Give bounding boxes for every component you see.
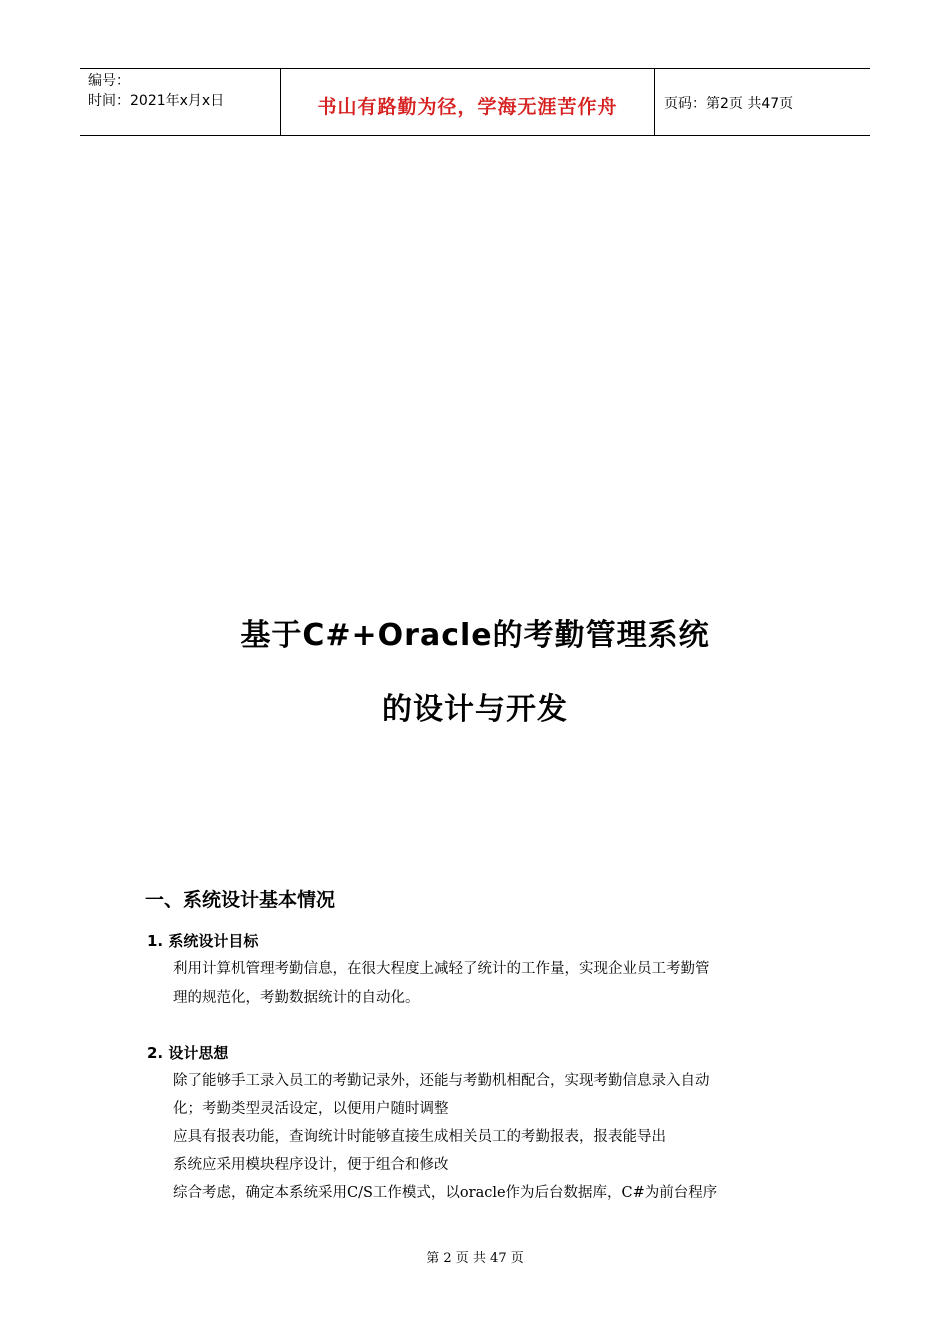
paragraph-line: 除了能够手工录入员工的考勤记录外，还能与考勤机相配合，实现考勤信息录入自动 (173, 1073, 710, 1089)
header-motto: 书山有路勤为径，学海无涯苦作舟 (281, 69, 655, 135)
page-footer: 第 2 页 共 47 页 (426, 1251, 524, 1266)
paragraph-line: 应具有报表功能，查询统计时能够直接生成相关员工的考勤报表，报表能导出 (173, 1129, 666, 1145)
section-heading: 一、系统设计基本情况 (145, 889, 336, 911)
document-title-line2: 的设计与开发 (382, 692, 568, 727)
paragraph-line: 理的规范化，考勤数据统计的自动化。 (173, 990, 420, 1006)
header-page-info: 页码：第2页 共47页 (664, 96, 794, 112)
page-header (80, 68, 870, 136)
subsection-heading-goals: 1. 系统设计目标 (147, 932, 259, 950)
document-title-line1: 基于C#+Oracle的考勤管理系统 (240, 618, 710, 653)
time-label: 时间：2021年x月x日 (88, 93, 225, 109)
number-label: 编号： (88, 73, 130, 89)
paragraph-line: 综合考虑，确定本系统采用C/S工作模式，以oracle作为后台数据库，C#为前台程序 (173, 1185, 718, 1201)
paragraph-line: 利用计算机管理考勤信息，在很大程度上减轻了统计的工作量，实现企业员工考勤管 (173, 961, 710, 977)
header-meta (80, 69, 281, 135)
subsection-heading-design: 2. 设计思想 (147, 1044, 229, 1062)
paragraph-line: 化；考勤类型灵活设定，以便用户随时调整 (173, 1101, 449, 1117)
paragraph-line: 系统应采用模块程序设计，便于组合和修改 (173, 1157, 449, 1173)
